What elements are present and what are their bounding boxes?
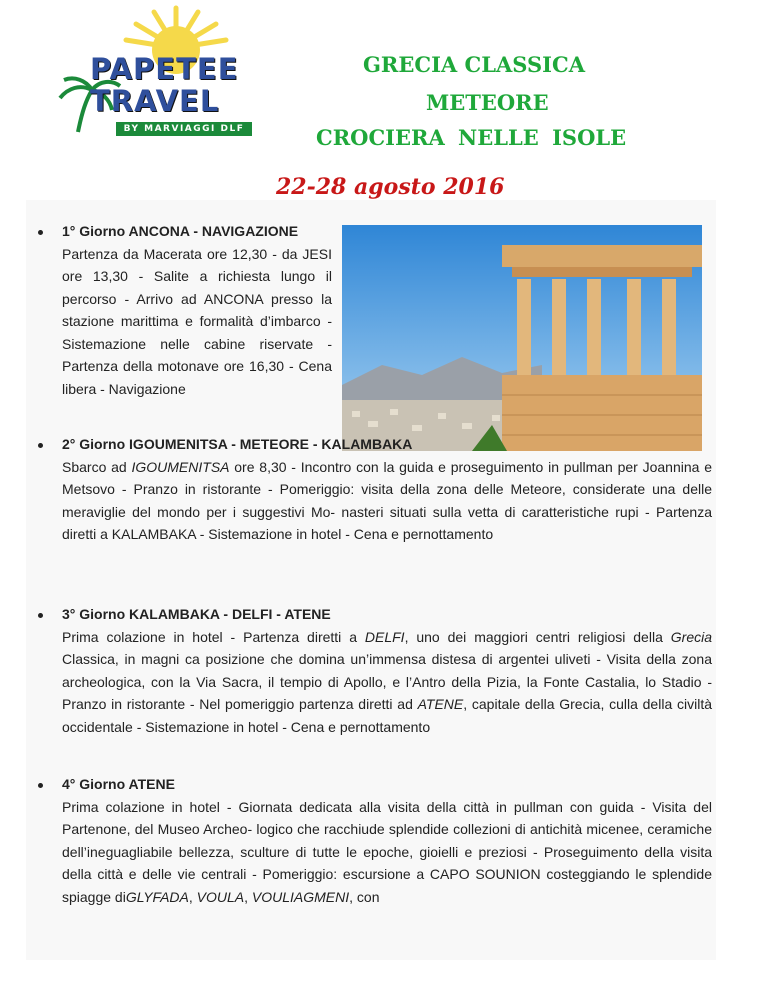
day-4-text-a: Prima colazione in hotel - Giornata dedicata alla visita della città in pullman con guida - Visita del Partenone, del Museo Archeo- logico che racchiude splendide collezioni di antichità micenee, ceramiche dell’ineguagliabile bellezza, sculture di tutte le epoche, gioielli e preziosi - Proseguimento della visita della città e delle vie centrali - Pomeriggio: escursione a CAPO SOUNION costeggiando le splendide spiagge di bbox=[62, 798, 712, 905]
day-2-text-a: Sbarco ad bbox=[62, 458, 132, 475]
day-4-place-vouliagmeni: VOULIAGMENI bbox=[251, 888, 350, 905]
day-3-section bbox=[62, 603, 712, 738]
day-1-text: Partenza da Macerata ore 12,30 - da JESI ore 13,30 - Salite a richiesta lungo il percorso - Arrivo ad ANCONA presso la stazione marittima e formalità d’imbarco - Sistemazione nelle cabine riservate - Partenza della motonave ore 16,30 - Cena libera - Navigazione bbox=[62, 245, 332, 397]
day-4-place-glyfada: GLYFADA bbox=[125, 888, 189, 905]
bullet-day-4 bbox=[38, 783, 43, 788]
bullet-day-3 bbox=[38, 613, 43, 618]
trip-dates: 22-28 agosto 2016 bbox=[276, 174, 505, 200]
day-3-text-a: Prima colazione in hotel - Partenza diretti a bbox=[62, 628, 365, 645]
heading-line-1: GRECIA CLASSICA bbox=[363, 52, 586, 77]
day-4-section bbox=[62, 773, 712, 908]
bullet-day-2 bbox=[38, 443, 43, 448]
day-2-text-b: ore 8,30 - Incontro con la guida e proseguimento in pullman per Joannina e Metsovo - Pranzo in ristorante - Pomeriggio: visita della zona delle Meteore, considerate una delle meraviglie del mondo per i suggestivi Mo- nasteri situati sulla vetta di caratteristiche rupi - Partenza diretti a KALAMBAKA - Sistemazione in hotel - Cena e pernottamento bbox=[62, 458, 712, 542]
heading-line-2: METEORE bbox=[426, 90, 549, 115]
logo-word-1: PAPETEE bbox=[90, 52, 239, 86]
day-4-sep-1: , bbox=[188, 888, 197, 905]
day-1-title: 1° Giorno ANCONA - NAVIGAZIONE bbox=[62, 223, 299, 239]
heading-line-3: CROCIERA NELLE ISOLE bbox=[316, 125, 627, 150]
day-3-title: 3° Giorno KALAMBAKA - DELFI - ATENE bbox=[62, 606, 331, 622]
day-3-place-grecia: Grecia bbox=[670, 628, 712, 645]
day-4-title: 4° Giorno ATENE bbox=[62, 776, 175, 792]
logo-tagline: BY MARVIAGGI DLF bbox=[116, 122, 252, 136]
bullet-day-1 bbox=[38, 230, 43, 235]
day-3-text-b: , uno dei maggiori centri religiosi della bbox=[404, 628, 671, 645]
day-1-section bbox=[62, 220, 332, 400]
erechtheion-photo bbox=[342, 225, 702, 451]
company-logo bbox=[56, 0, 260, 148]
day-3-text-c: Classica, in magni ca posizione che domina un’immensa distesa di argentei uliveti - Visita della zona archeologica, con la Via Sacra, il tempio di Apollo, e l’Antro della Pizia, la Fonte Castalia, lo Stadio - Pranzo in ristorante - Nel pomeriggio partenza diretti ad bbox=[62, 651, 712, 712]
logo-word-2: TRAVEL bbox=[90, 84, 220, 118]
day-3-text-d: , capitale della Grecia, culla della civiltà occidentale - Sistemazione in hotel - Cena e pernottamento bbox=[62, 696, 712, 735]
day-2-title: 2° Giorno IGOUMENITSA - METEORE - KALAMBAKA bbox=[62, 436, 413, 452]
day-4-place-voula: VOULA bbox=[196, 888, 245, 905]
day-3-place-atene: ATENE bbox=[417, 696, 464, 712]
day-4-sep-2: , bbox=[244, 888, 252, 905]
day-2-place-igoumenitsa: IGOUMENITSA bbox=[131, 458, 230, 475]
day-3-place-delfi: DELFI bbox=[364, 628, 405, 645]
day-4-text-b: , con bbox=[349, 888, 380, 905]
day-2-section bbox=[62, 433, 712, 546]
